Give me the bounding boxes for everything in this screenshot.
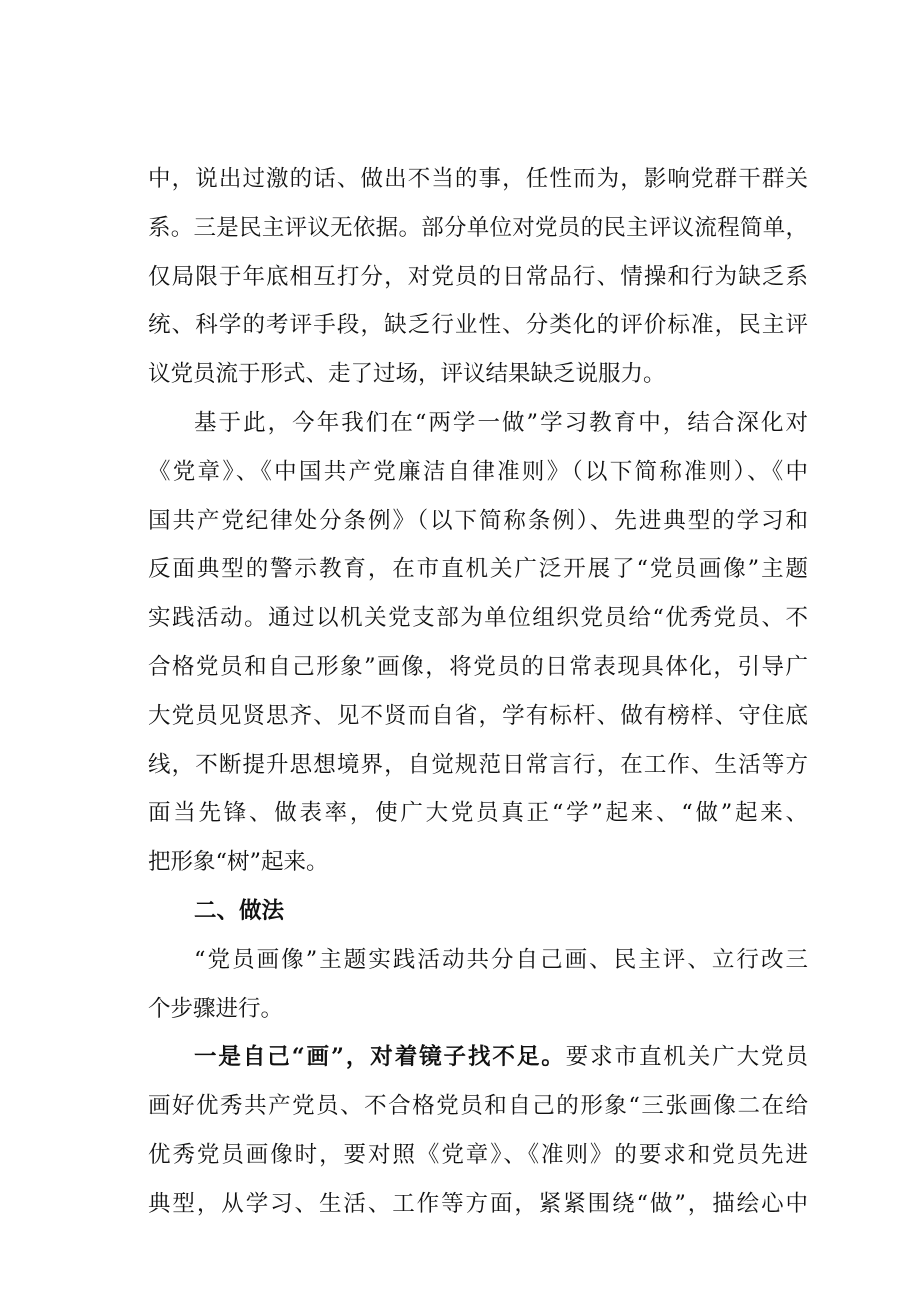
paragraph-line: 仅局限于年底相互打分，对党员的日常品行、情操和行为缺乏系 <box>148 263 808 290</box>
paragraph-line: “党员画像”主题实践活动共分自己画、民主评、立行改三 <box>194 946 808 973</box>
step-one-heading: 一是自己“画”，对着镜子找不足。 <box>194 1044 566 1071</box>
paragraph-line: 合格党员和自己形象”画像，将党员的日常表现具体化，引导广 <box>148 653 808 680</box>
paragraph-line: 系。三是民主评议无依据。部分单位对党员的民主评议流程简单， <box>148 214 808 241</box>
paragraph-line: 优秀党员画像时，要对照《党章》、《准则》的要求和党员先进 <box>148 1141 808 1168</box>
paragraph-line: 《党章》、《中国共产党廉洁自律准则》（以下简称准则）、《中 <box>148 458 808 485</box>
paragraph-line: 典型，从学习、生活、工作等方面，紧紧围绕“做”，描绘心中 <box>148 1190 808 1217</box>
paragraph-line: 统、科学的考评手段，缺乏行业性、分类化的评价标准，民主评 <box>148 312 808 339</box>
section-heading: 二、做法 <box>194 897 285 924</box>
paragraph-line: 个步骤进行。 <box>148 995 284 1022</box>
step-one-text: 要求市直机关广大党员 <box>565 1044 808 1071</box>
paragraph-line: 面当先锋、做表率，使广大党员真正“学”起来、“做”起来、 <box>148 800 808 827</box>
paragraph-line: 实践活动。通过以机关党支部为单位组织党员给“优秀党员、不 <box>148 605 808 632</box>
paragraph-line: 议党员流于形式、走了过场，评议结果缺乏说服力。 <box>148 361 666 388</box>
paragraph-line: 国共产党纪律处分条例》（以下简称条例）、先进典型的学习和 <box>148 507 808 534</box>
paragraph-line: 画好优秀共产党员、不合格党员和自己的形象“三张画像二在给 <box>148 1093 808 1120</box>
paragraph-line: 基于此，今年我们在“两学一做”学习教育中，结合深化对 <box>194 409 808 436</box>
paragraph-line: 把形象“树”起来。 <box>148 849 329 876</box>
paragraph-line: 中，说出过激的话、做出不当的事，任性而为，影响党群干群关 <box>148 166 808 192</box>
document-body <box>148 155 808 1229</box>
paragraph-line: 线，不断提升思想境界，自觉规范日常言行，在工作、生活等方 <box>148 751 808 778</box>
paragraph-line: 反面典型的警示教育，在市直机关广泛开展了“党员画像”主题 <box>148 556 808 583</box>
paragraph-line: 大党员见贤思齐、见不贤而自省，学有标杆、做有榜样、守住底 <box>148 702 808 729</box>
paragraph-line <box>148 1033 808 1082</box>
